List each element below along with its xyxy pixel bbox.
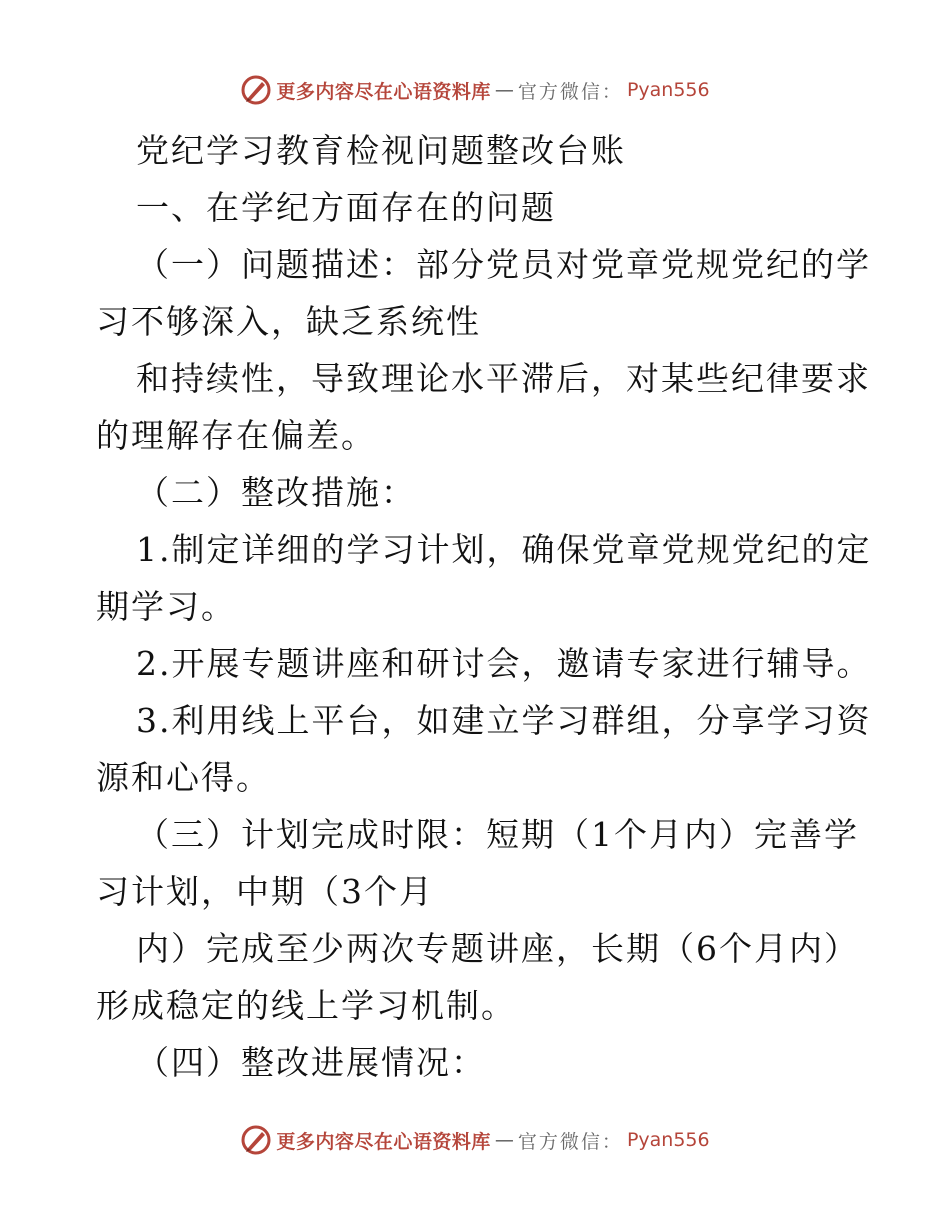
paragraph-line: 和持续性，导致理论水平滞后，对某些纪律要求 [136,359,871,398]
paragraph-line: （三）计划完成时限：短期（1个月内）完善学 [136,815,859,854]
paragraph-line: 内）完成至少两次专题讲座，长期（6个月内） [136,929,859,968]
paragraph-line: 习不够深入，缺乏系统性 [96,302,481,341]
section-heading: 一、在学纪方面存在的问题 [136,188,556,227]
watermark-wechat-id: Pyan556 [626,1129,710,1151]
list-item: 1.制定详细的学习计划，确保党章党规党纪的定 [136,530,872,569]
document-title: 党纪学习教育检视问题整改台账 [136,131,626,170]
paragraph-line: （一）问题描述：部分党员对党章党规党纪的学 [136,245,871,284]
pen-logo-icon [240,74,272,106]
paragraph-line: 的理解存在偏差。 [96,416,376,455]
list-item-continuation: 期学习。 [96,587,236,626]
list-item: 3.利用线上平台，如建立学习群组，分享学习资 [136,701,872,740]
watermark-official-label: 官方微信： [517,1130,623,1153]
watermark-main-text: 更多内容尽在心语资料库 [276,1130,491,1153]
watermark-main-text: 更多内容尽在心语资料库 [276,80,491,103]
subheading-line: （四）整改进展情况： [136,1043,486,1082]
watermark-dash: — [494,79,514,101]
document-body [96,122,872,1091]
watermark-dash: — [494,1129,514,1151]
watermark-official-label: 官方微信： [517,80,623,103]
footer-watermark [0,1120,950,1160]
subheading-line: （二）整改措施： [136,473,416,512]
watermark-wechat-id: Pyan556 [626,79,710,101]
pen-logo-icon [240,1124,272,1156]
paragraph-line: 形成稳定的线上学习机制。 [96,986,516,1025]
header-watermark [0,70,950,110]
list-item-continuation: 源和心得。 [96,758,271,797]
list-item: 2.开展专题讲座和研讨会，邀请专家进行辅导。 [136,644,872,683]
paragraph-line: 习计划，中期（3个月 [96,872,434,911]
